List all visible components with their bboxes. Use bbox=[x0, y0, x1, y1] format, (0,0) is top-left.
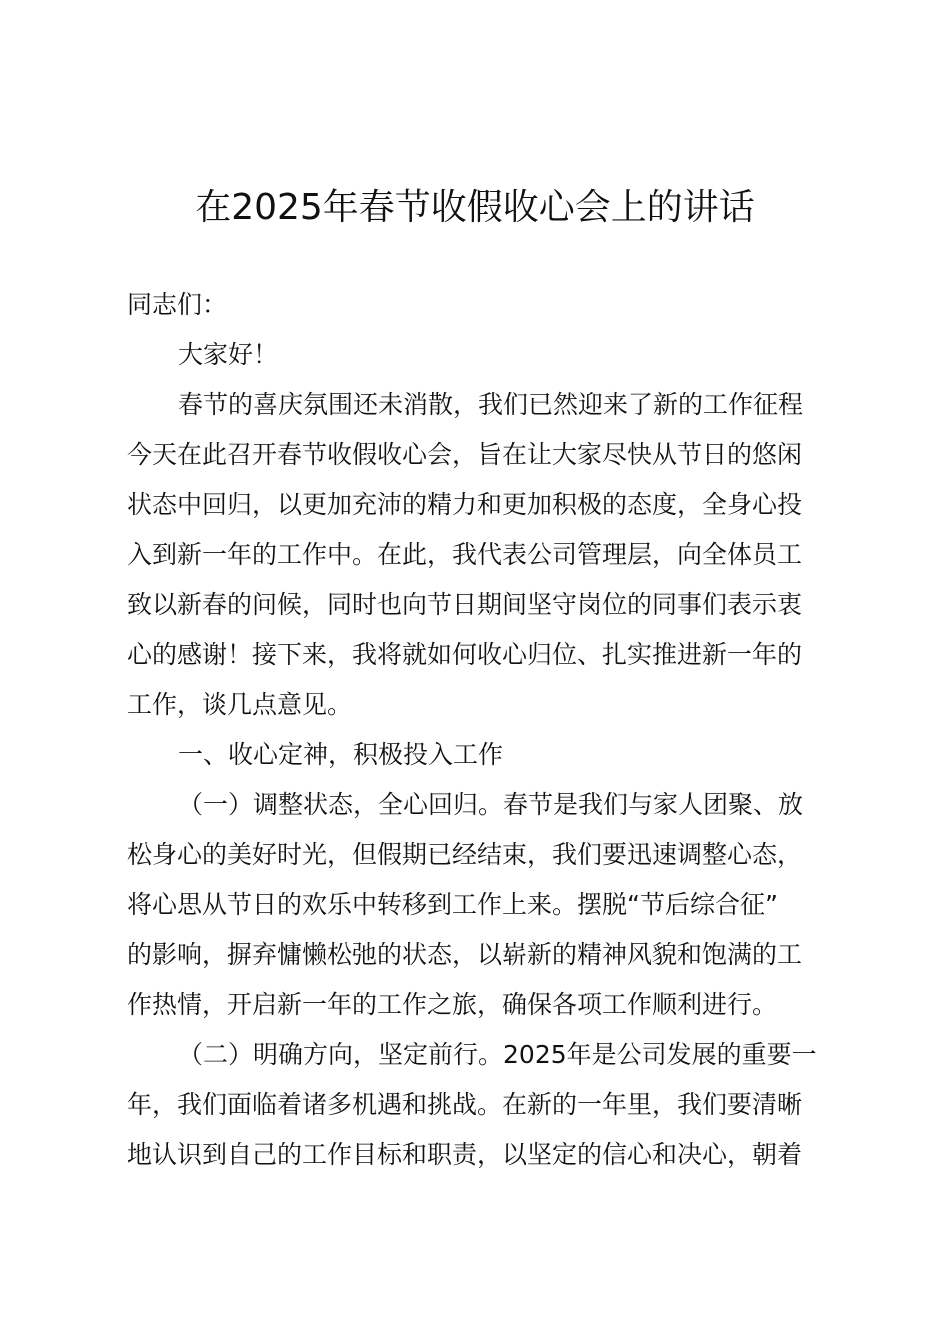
body-line: 今天在此召开春节收假收心会，旨在让大家尽快从节日的悠闲 bbox=[127, 440, 803, 469]
body-line: 将心思从节日的欢乐中转移到工作上来。摆脱“节后综合征” bbox=[127, 890, 778, 919]
body-line: 年，我们面临着诸多机遇和挑战。在新的一年里，我们要清晰 bbox=[127, 1090, 803, 1119]
greeting: 大家好！ bbox=[178, 340, 279, 369]
body-line: 状态中回归，以更加充沛的精力和更加积极的态度，全身心投 bbox=[127, 490, 803, 519]
body-line: 的影响，摒弃慵懒松弛的状态，以崭新的精神风貌和饱满的工 bbox=[127, 940, 803, 969]
salutation: 同志们： bbox=[127, 290, 228, 319]
body-line: 地认识到自己的工作目标和职责，以坚定的信心和决心，朝着 bbox=[127, 1140, 803, 1169]
body-line: 松身心的美好时光，但假期已经结束，我们要迅速调整心态， bbox=[127, 840, 803, 869]
body-line: 入到新一年的工作中。在此，我代表公司管理层，向全体员工 bbox=[127, 540, 803, 569]
body-line: （一）调整状态，全心回归。春节是我们与家人团聚、放 bbox=[178, 790, 804, 819]
body-line: 作热情，开启新一年的工作之旅，确保各项工作顺利进行。 bbox=[127, 990, 778, 1019]
section-heading: 一、收心定神，积极投入工作 bbox=[178, 740, 504, 769]
body-line: （二）明确方向，坚定前行。2025年是公司发展的重要一 bbox=[178, 1040, 817, 1069]
body-line: 致以新春的问候，同时也向节日期间坚守岗位的同事们表示衷 bbox=[127, 590, 803, 619]
body-line: 心的感谢！接下来，我将就如何收心归位、扎实推进新一年的 bbox=[127, 640, 803, 669]
body-line: 工作，谈几点意见。 bbox=[127, 690, 353, 719]
body-line: 春节的喜庆氛围还未消散，我们已然迎来了新的工作征程 bbox=[178, 390, 804, 419]
document-title: 在2025年春节收假收心会上的讲话 bbox=[195, 187, 755, 228]
document-body bbox=[127, 287, 837, 1187]
